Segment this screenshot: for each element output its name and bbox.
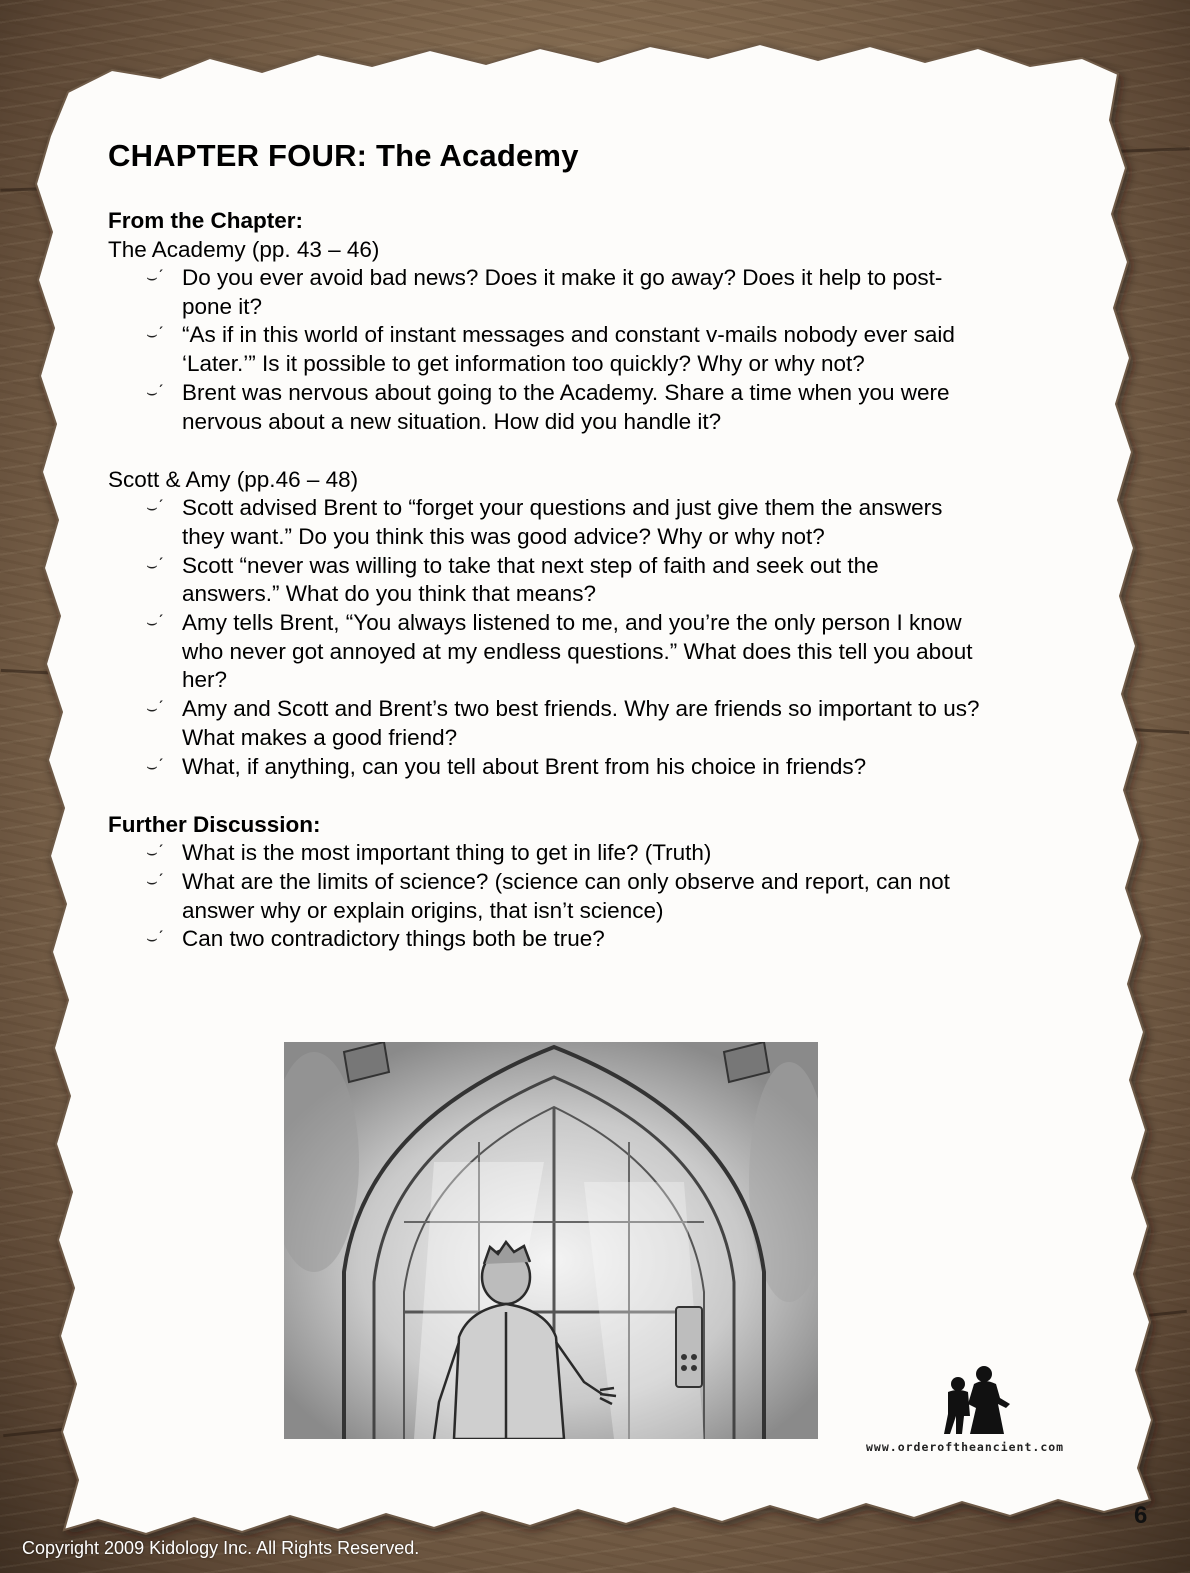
question-item: ⌣ˊ Scott advised Brent to “forget your questions and just give them the answers they want.” Do you think this was good advice? Why or why not? — [146, 495, 943, 549]
question-item: ⌣ˊ Can two contradictory things both be true? — [146, 926, 605, 952]
question-item: ⌣ˊ Brent was nervous about going to the Academy. Share a time when you were nervous about a new situation. How did you handle it? — [146, 379, 950, 434]
ichthys-fish-icon: ⌣ˊ — [146, 698, 164, 719]
question-list-scott-amy — [108, 494, 1008, 781]
section-label-scott-amy: Scott & Amy (pp.46 – 48) — [108, 467, 359, 493]
website-url: www.orderoftheancient.com — [866, 1440, 1065, 1454]
ichthys-fish-icon: ⌣ˊ — [146, 381, 164, 402]
question-item: ⌣ˊ “As if in this world of instant messages and constant v-mails nobody ever said ‘Later.’” Is it possible to get information too quickly? Why or why not? — [146, 322, 955, 377]
question-item: ⌣ˊ What, if anything, can you tell about Brent from his choice in friends? — [146, 753, 867, 779]
ichthys-fish-icon: ⌣ˊ — [146, 870, 164, 891]
copyright-notice: Copyright 2009 Kidology Inc. All Rights Reserved. — [22, 1538, 420, 1558]
chapter-title: CHAPTER FOUR: The Academy — [108, 138, 579, 173]
ichthys-fish-icon: ⌣ˊ — [146, 324, 164, 345]
order-of-the-ancient-logo — [934, 1364, 1018, 1436]
question-item: ⌣ˊ What are the limits of science? (science can only observe and report, can not answer why or explain origins, that isn’t science) — [146, 868, 950, 923]
ichthys-fish-icon: ⌣ˊ — [146, 267, 164, 287]
question-item: ⌣ˊ Amy tells Brent, “You always listened to me, and you’re the only person I know who never got annoyed at my endless questions.” What does this tell you about her? — [146, 610, 973, 693]
page-number: 6 — [1134, 1502, 1148, 1529]
question-item: ⌣ˊ Scott “never was willing to take that next step of faith and seek out the answers.” What do you think that means? — [146, 552, 879, 607]
section-label-academy: The Academy (pp. 43 – 46) — [108, 237, 380, 262]
worksheet-content — [108, 136, 1008, 954]
ichthys-fish-icon: ⌣ˊ — [146, 497, 164, 518]
ichthys-fish-icon: ⌣ˊ — [146, 842, 164, 863]
ichthys-fish-icon: ⌣ˊ — [146, 755, 164, 776]
ichthys-fish-icon: ⌣ˊ — [146, 612, 164, 633]
question-list-academy — [108, 264, 1008, 436]
question-item: ⌣ˊ Do you ever avoid bad news? Does it make it go away? Does it help to post-pone it? — [146, 265, 943, 319]
from-chapter-heading: From the Chapter: — [108, 208, 304, 233]
question-list-further — [108, 839, 1008, 954]
further-discussion-heading: Further Discussion: — [108, 812, 321, 838]
question-item: ⌣ˊ What is the most important thing to get in life? (Truth) — [146, 840, 712, 866]
question-item: ⌣ˊ Amy and Scott and Brent’s two best friends. Why are friends so important to us? What makes a good friend? — [146, 696, 980, 750]
ichthys-fish-icon: ⌣ˊ — [146, 928, 164, 949]
academy-door-sketch — [284, 1042, 818, 1439]
ichthys-fish-icon: ⌣ˊ — [146, 554, 164, 575]
